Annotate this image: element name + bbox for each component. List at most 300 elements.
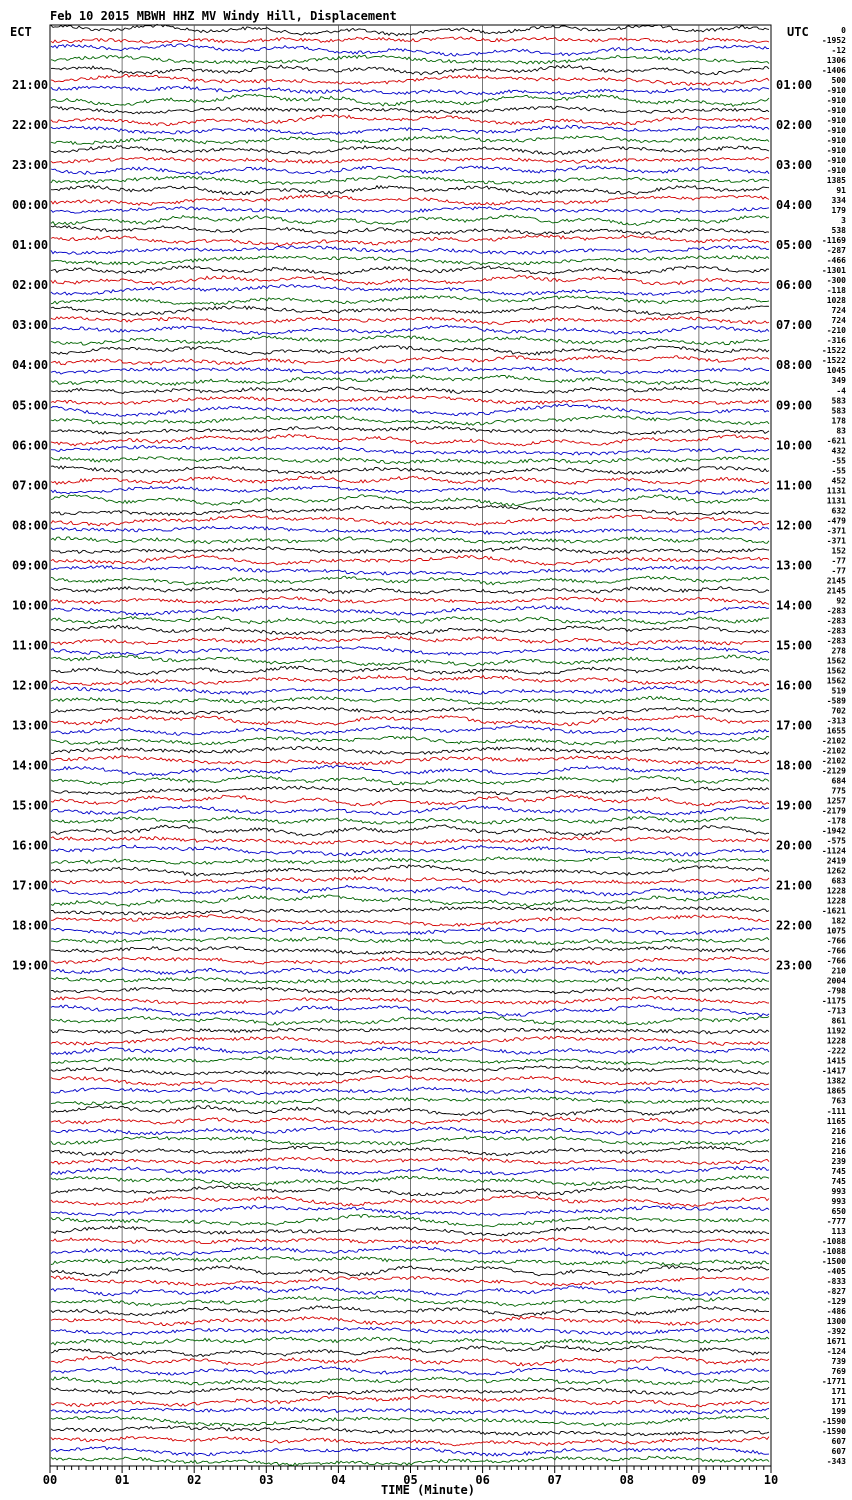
trace-offset-label: 1262 <box>826 866 846 876</box>
x-tick-label: 00 <box>42 1473 58 1487</box>
trace-offset-label: 1655 <box>826 726 846 736</box>
right-hour-label: 01:00 <box>776 78 813 93</box>
seismic-trace <box>51 1416 769 1426</box>
trace-offset-label: 1671 <box>826 1336 846 1346</box>
trace-offset-label: -77 <box>831 556 846 566</box>
seismic-trace <box>51 515 769 526</box>
seismic-trace <box>51 207 769 214</box>
trace-offset-label: -300 <box>826 276 846 286</box>
trace-offset-label: 278 <box>831 646 846 656</box>
left-hour-label: 10:00 <box>12 598 49 613</box>
right-hour-label: 22:00 <box>776 918 813 933</box>
right-hour-label: 08:00 <box>776 358 813 373</box>
seismic-trace <box>51 157 769 163</box>
trace-offset-label: -1124 <box>821 846 846 856</box>
seismic-trace <box>51 434 769 446</box>
trace-offset-label: 239 <box>831 1156 846 1166</box>
trace-offset-label: -713 <box>826 1006 846 1016</box>
right-hour-label: 23:00 <box>776 958 813 973</box>
left-hour-label: 13:00 <box>12 718 49 733</box>
trace-offset-label: -283 <box>826 626 846 636</box>
left-hour-label: 12:00 <box>12 678 49 693</box>
seismic-trace <box>51 476 769 484</box>
trace-offset-label: 583 <box>831 406 846 416</box>
trace-offset-label: -798 <box>826 986 846 996</box>
seismic-trace <box>51 686 769 694</box>
seismic-trace <box>51 176 769 185</box>
seismic-trace <box>51 1306 769 1316</box>
left-hour-label: 03:00 <box>12 318 49 333</box>
seismic-trace <box>51 456 769 464</box>
seismic-trace <box>51 495 769 506</box>
trace-offset-label: 1562 <box>826 676 846 686</box>
seismic-trace <box>51 1167 769 1175</box>
trace-offset-label: -910 <box>826 166 846 176</box>
left-hour-label: 16:00 <box>12 838 49 853</box>
seismic-trace <box>51 1176 769 1186</box>
trace-offset-label: -1522 <box>821 346 846 356</box>
trace-offset-label: -1500 <box>821 1256 846 1266</box>
trace-offset-label: -2129 <box>821 766 846 776</box>
trace-offset-label: 1306 <box>826 56 846 66</box>
seismic-trace <box>51 675 769 686</box>
right-hour-label: 04:00 <box>776 198 813 213</box>
trace-offset-label: -371 <box>826 526 846 536</box>
seismic-trace <box>51 597 769 605</box>
trace-offset-label: -1952 <box>821 36 846 46</box>
seismic-trace <box>51 1256 769 1265</box>
seismic-trace <box>51 115 769 126</box>
trace-offset-label: 216 <box>831 1136 846 1146</box>
seismic-trace <box>51 666 769 675</box>
trace-offset-label: -1417 <box>821 1066 846 1076</box>
seismic-trace <box>51 1136 769 1145</box>
trace-offset-label: 432 <box>831 446 846 456</box>
left-hour-label: 08:00 <box>12 518 49 533</box>
trace-offset-label: -343 <box>826 1456 846 1466</box>
seismic-trace <box>51 416 769 426</box>
seismic-trace <box>51 1366 769 1375</box>
trace-offset-label: 2004 <box>826 976 846 986</box>
seismic-trace <box>51 1087 769 1095</box>
trace-offset-label: 2145 <box>826 586 846 596</box>
right-hour-label: 12:00 <box>776 518 813 533</box>
seismic-trace <box>51 987 769 994</box>
trace-offset-label: -405 <box>826 1266 846 1276</box>
trace-offset-label: -12 <box>831 46 846 56</box>
seismic-trace <box>51 1036 769 1045</box>
seismic-trace <box>51 636 769 645</box>
seismic-trace <box>51 957 769 965</box>
trace-offset-label: -589 <box>826 696 846 706</box>
trace-offset-label: -283 <box>826 636 846 646</box>
seismic-trace <box>51 776 769 786</box>
x-tick-label: 09 <box>691 1473 707 1487</box>
seismic-trace <box>51 825 769 836</box>
x-tick-label: 08 <box>619 1473 635 1487</box>
seismic-trace <box>51 547 769 554</box>
seismic-trace <box>51 837 769 845</box>
left-hour-label: 21:00 <box>12 78 49 93</box>
trace-offset-label: 650 <box>831 1206 846 1216</box>
x-tick-label: 10 <box>763 1473 779 1487</box>
trace-offset-label: -1088 <box>821 1236 846 1246</box>
seismic-trace <box>51 786 769 794</box>
trace-offset-label: 1228 <box>826 886 846 896</box>
seismic-trace <box>51 928 769 935</box>
trace-offset-label: 724 <box>831 306 846 316</box>
seismic-trace <box>51 947 769 955</box>
seismic-trace <box>51 1097 769 1105</box>
seismic-trace <box>51 1327 769 1335</box>
seismic-trace <box>51 765 769 775</box>
seismic-trace <box>51 1276 769 1286</box>
trace-offset-label: 216 <box>831 1126 846 1136</box>
seismic-trace <box>51 1387 769 1395</box>
seismic-trace <box>51 1337 769 1345</box>
left-hour-label: 11:00 <box>12 638 49 653</box>
right-hour-label: 20:00 <box>776 838 813 853</box>
seismic-trace <box>51 396 769 405</box>
seismic-trace <box>51 325 769 334</box>
trace-offset-label: 861 <box>831 1016 846 1026</box>
seismic-trace <box>51 1028 769 1034</box>
seismic-trace <box>51 427 769 435</box>
x-tick-label: 04 <box>331 1473 346 1487</box>
seismic-trace <box>51 505 769 515</box>
left-hour-label: 23:00 <box>12 158 49 173</box>
seismic-trace <box>51 1076 769 1086</box>
trace-offset-label: 334 <box>831 196 846 206</box>
trace-offset-label: -910 <box>826 156 846 166</box>
seismic-trace <box>51 296 769 305</box>
seismic-trace <box>51 106 769 114</box>
seismic-trace <box>51 346 769 356</box>
seismic-trace <box>51 1005 769 1016</box>
right-hour-label: 18:00 <box>776 758 813 773</box>
seismic-trace <box>51 845 769 856</box>
trace-offset-label: -575 <box>826 836 846 846</box>
trace-offset-label: 349 <box>831 376 846 386</box>
trace-offset-label: -827 <box>826 1286 846 1296</box>
seismic-trace <box>51 75 769 86</box>
trace-offset-label: 452 <box>831 476 846 486</box>
trace-offset-label: -1942 <box>821 826 846 836</box>
seismic-trace <box>51 587 769 595</box>
trace-offset-label: -2102 <box>821 736 846 746</box>
trace-offset-label: 1865 <box>826 1086 846 1096</box>
seismic-trace <box>51 647 769 656</box>
left-hour-label: 14:00 <box>12 758 49 773</box>
seismic-trace <box>51 37 769 43</box>
seismic-trace <box>51 1246 769 1255</box>
seismic-trace <box>51 707 769 714</box>
seismic-trace <box>51 566 769 575</box>
seismic-trace <box>51 125 769 134</box>
trace-offset-label: 171 <box>831 1396 846 1406</box>
trace-offset-label: 113 <box>831 1226 846 1236</box>
right-axis-label: UTC <box>787 25 809 39</box>
chart-title: Feb 10 2015 MBWH HHZ MV Windy Hill, Displacement <box>50 9 397 23</box>
seismic-trace <box>51 655 769 666</box>
left-hour-label: 18:00 <box>12 918 49 933</box>
x-tick-label: 07 <box>547 1473 562 1487</box>
trace-offset-label: 1228 <box>826 1036 846 1046</box>
seismic-trace <box>51 1407 769 1414</box>
trace-offset-label: -910 <box>826 106 846 116</box>
seismic-trace <box>51 555 769 565</box>
trace-offset-label: 702 <box>831 706 846 716</box>
right-hour-label: 15:00 <box>776 638 813 653</box>
seismic-trace <box>51 736 769 745</box>
trace-offset-label: 0 <box>841 26 846 36</box>
trace-offset-label: -910 <box>826 126 846 136</box>
trace-offset-label: 745 <box>831 1176 846 1186</box>
x-tick-label: 02 <box>186 1473 202 1487</box>
trace-offset-label: 1300 <box>826 1316 846 1326</box>
seismic-trace <box>51 166 769 175</box>
seismic-trace <box>51 94 769 106</box>
right-hour-label: 06:00 <box>776 278 813 293</box>
seismic-trace <box>51 1196 769 1207</box>
trace-offset-label: -178 <box>826 816 846 826</box>
right-hour-label: 13:00 <box>776 558 813 573</box>
right-hour-label: 03:00 <box>776 158 813 173</box>
trace-offset-label: -55 <box>831 466 846 476</box>
trace-offset-label: -910 <box>826 116 846 126</box>
seismic-trace <box>51 967 769 974</box>
seismic-trace <box>51 715 769 726</box>
seismic-trace <box>51 356 769 365</box>
left-hour-label: 15:00 <box>12 798 49 813</box>
trace-offset-label: 216 <box>831 1146 846 1156</box>
trace-offset-label: -1175 <box>821 996 846 1006</box>
trace-offset-label: -1522 <box>821 356 846 366</box>
seismic-trace <box>51 526 769 534</box>
trace-offset-label: 1192 <box>826 1026 846 1036</box>
trace-offset-label: -287 <box>826 246 846 256</box>
trace-offset-label: 152 <box>831 546 846 556</box>
trace-offset-label: 993 <box>831 1186 846 1196</box>
left-hour-label: 19:00 <box>12 958 49 973</box>
left-hour-label: 05:00 <box>12 398 49 413</box>
trace-offset-label: 91 <box>836 186 846 196</box>
right-hour-label: 07:00 <box>776 318 813 333</box>
trace-offset-label: 179 <box>831 206 846 216</box>
trace-offset-label: -283 <box>826 606 846 616</box>
left-hour-label: 02:00 <box>12 278 49 293</box>
seismic-trace <box>51 726 769 736</box>
seismic-trace <box>51 486 769 495</box>
seismic-trace <box>51 1437 769 1446</box>
trace-offset-label: 632 <box>831 506 846 516</box>
left-hour-label: 09:00 <box>12 558 49 573</box>
seismic-trace <box>51 915 769 927</box>
seismic-trace <box>51 1286 769 1296</box>
trace-offset-label: 769 <box>831 1366 846 1376</box>
seismic-trace <box>51 576 769 585</box>
trace-offset-label: 171 <box>831 1386 846 1396</box>
trace-offset-label: 2145 <box>826 576 846 586</box>
seismic-trace <box>51 1186 769 1196</box>
left-axis-label: ECT <box>10 25 32 39</box>
right-hour-label: 05:00 <box>776 238 813 253</box>
seismic-trace <box>51 857 769 864</box>
trace-offset-label: 1257 <box>826 796 846 806</box>
trace-offset-label: -1406 <box>821 66 846 76</box>
seismic-trace <box>51 235 769 246</box>
trace-offset-label: -777 <box>826 1216 846 1226</box>
seismic-trace <box>51 537 769 544</box>
seismic-trace <box>51 1377 769 1385</box>
trace-offset-label: 538 <box>831 226 846 236</box>
trace-offset-label: 1075 <box>826 926 846 936</box>
trace-offset-label: -479 <box>826 516 846 526</box>
seismic-trace <box>51 747 769 755</box>
left-hour-label: 17:00 <box>12 878 49 893</box>
trace-offset-label: 607 <box>831 1436 846 1446</box>
seismic-trace <box>51 44 769 56</box>
seismic-trace <box>51 375 769 385</box>
trace-offset-label: -222 <box>826 1046 846 1056</box>
x-axis-label: TIME (Minute) <box>381 1483 475 1497</box>
trace-offset-label: 1562 <box>826 656 846 666</box>
trace-offset-label: 763 <box>831 1096 846 1106</box>
seismic-trace <box>51 215 769 225</box>
seismic-trace <box>51 1426 769 1436</box>
seismic-trace <box>51 256 769 265</box>
seismic-trace <box>51 885 769 896</box>
right-hour-label: 21:00 <box>776 878 813 893</box>
seismic-trace <box>51 696 769 704</box>
trace-offset-label: -371 <box>826 536 846 546</box>
seismic-trace <box>51 387 769 394</box>
seismic-trace <box>51 1447 769 1457</box>
seismic-trace <box>51 466 769 475</box>
seismic-trace <box>51 367 769 374</box>
trace-offset-label: -910 <box>826 146 846 156</box>
trace-offset-label: -4 <box>836 386 846 396</box>
seismic-trace <box>51 65 769 75</box>
trace-offset-label: 1385 <box>826 176 846 186</box>
seismic-trace <box>51 1047 769 1055</box>
seismic-trace <box>51 1106 769 1117</box>
trace-offset-label: -77 <box>831 566 846 576</box>
trace-offset-label: 1165 <box>826 1116 846 1126</box>
trace-offset-label: 775 <box>831 786 846 796</box>
trace-offset-label: 724 <box>831 316 846 326</box>
seismic-trace <box>51 146 769 155</box>
trace-offset-label: -910 <box>826 86 846 96</box>
seismic-trace <box>51 1206 769 1216</box>
right-hour-label: 17:00 <box>776 718 813 733</box>
trace-offset-label: -486 <box>826 1306 846 1316</box>
trace-offset-label: 83 <box>836 426 846 436</box>
seismic-trace <box>51 1146 769 1156</box>
seismic-trace <box>51 1127 769 1135</box>
trace-offset-label: -910 <box>826 136 846 146</box>
trace-offset-label: -1590 <box>821 1426 846 1436</box>
seismic-trace <box>51 906 769 915</box>
trace-offset-label: 500 <box>831 76 846 86</box>
trace-offset-label: 1131 <box>826 486 846 496</box>
trace-offset-label: -466 <box>826 256 846 266</box>
seismic-trace <box>51 266 769 275</box>
seismic-trace <box>51 1226 769 1236</box>
x-tick-label: 06 <box>475 1473 490 1487</box>
trace-offset-label: 739 <box>831 1356 846 1366</box>
seismic-trace <box>51 1117 769 1124</box>
seismic-trace <box>51 1266 769 1276</box>
left-hour-label: 06:00 <box>12 438 49 453</box>
trace-offset-label: -111 <box>826 1106 846 1116</box>
seismic-trace <box>51 1296 769 1307</box>
trace-offset-label: 92 <box>836 596 846 606</box>
trace-offset-label: 1045 <box>826 366 846 376</box>
trace-offset-label: -1169 <box>821 236 846 246</box>
trace-offset-label: -392 <box>826 1326 846 1336</box>
trace-offset-label: -766 <box>826 956 846 966</box>
right-hour-label: 09:00 <box>776 398 813 413</box>
x-tick-label: 03 <box>259 1473 274 1487</box>
seismic-trace <box>51 1238 769 1244</box>
trace-offset-label: 199 <box>831 1406 846 1416</box>
seismic-trace <box>51 335 769 345</box>
left-hour-label: 00:00 <box>12 198 49 213</box>
trace-offset-label: -124 <box>826 1346 846 1356</box>
x-tick-label: 01 <box>114 1473 130 1487</box>
seismic-trace <box>51 795 769 806</box>
trace-offset-label: -621 <box>826 436 846 446</box>
trace-offset-label: -283 <box>826 616 846 626</box>
trace-offset-label: 583 <box>831 396 846 406</box>
seismic-trace <box>51 246 769 255</box>
seismic-trace <box>51 445 769 455</box>
left-hour-label: 01:00 <box>12 238 49 253</box>
trace-offset-label: -129 <box>826 1296 846 1306</box>
seismic-trace <box>51 1456 769 1466</box>
right-hour-label: 19:00 <box>776 798 813 813</box>
trace-offset-label: 1028 <box>826 296 846 306</box>
seismic-trace <box>51 806 769 815</box>
trace-offset-label: -55 <box>831 456 846 466</box>
seismic-trace <box>51 1396 769 1407</box>
trace-offset-label: 1131 <box>826 496 846 506</box>
right-hour-label: 16:00 <box>776 678 813 693</box>
seismic-trace <box>51 1346 769 1357</box>
right-hour-label: 11:00 <box>776 478 813 493</box>
trace-offset-label: -1088 <box>821 1246 846 1256</box>
seismic-trace <box>51 24 769 35</box>
seismic-trace <box>51 185 769 194</box>
seismic-trace <box>51 1066 769 1076</box>
left-hour-label: 07:00 <box>12 478 49 493</box>
trace-offset-label: 3 <box>841 216 846 226</box>
trace-offset-label: -833 <box>826 1276 846 1286</box>
trace-offset-label: -2102 <box>821 746 846 756</box>
seismic-trace <box>51 877 769 884</box>
trace-offset-label: -313 <box>826 716 846 726</box>
seismic-trace <box>51 617 769 625</box>
left-hour-label: 04:00 <box>12 358 49 373</box>
trace-offset-label: -910 <box>826 96 846 106</box>
seismic-trace <box>51 55 769 64</box>
trace-offset-label: -118 <box>826 286 846 296</box>
right-hour-label: 14:00 <box>776 598 813 613</box>
seismic-trace <box>51 1356 769 1366</box>
trace-offset-label: -1771 <box>821 1376 846 1386</box>
seismic-trace <box>51 895 769 907</box>
